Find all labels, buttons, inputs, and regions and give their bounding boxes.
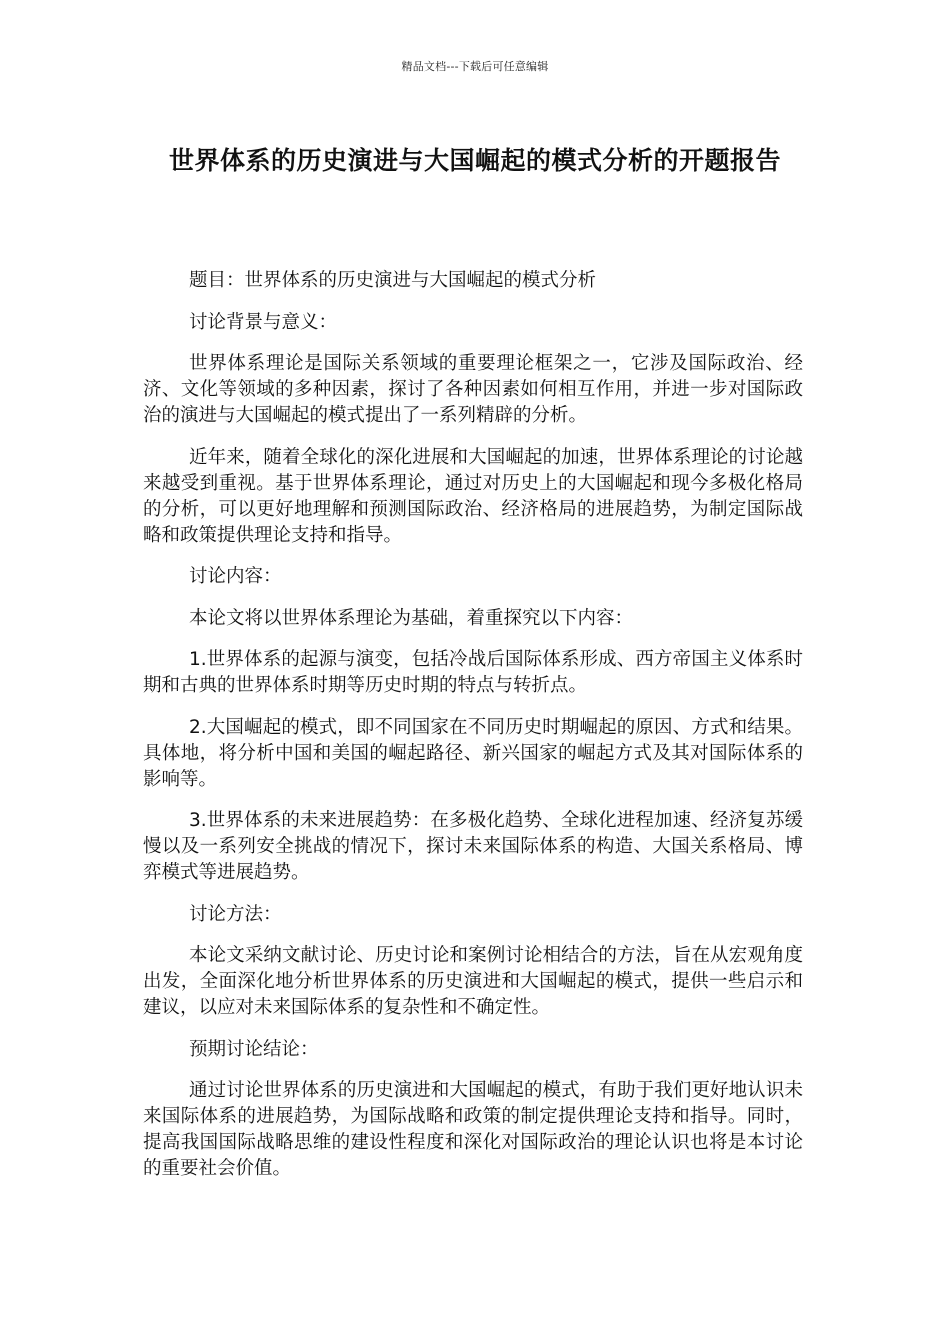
paragraph: 本论文采纳文献讨论、历史讨论和案例讨论相结合的方法，旨在从宏观角度出发，全面深化地分析世界体系的历史演进和大国崛起的模式，提供一些启示和建议，以应对未来国际体系的复杂性和不确定性。 (143, 945, 803, 1018)
header-note: 精品文档---下载后可任意编辑 (401, 60, 549, 73)
topic-line: 题目：世界体系的历史演进与大国崛起的模式分析 (189, 270, 597, 291)
list-item: 1.世界体系的起源与演变，包括冷战后国际体系形成、西方帝国主义体系时期和古典的世界体系时期等历史时期的特点与转折点。 (143, 649, 803, 696)
paragraph: 通过讨论世界体系的历史演进和大国崛起的模式，有助于我们更好地认识未来国际体系的进展趋势，为国际战略和政策的制定提供理论支持和指导。同时，提高我国国际战略思维的建设性程度和深化对国际政治的理论认识也将是本讨论的重要社会价值。 (143, 1080, 803, 1179)
section-heading-background: 讨论背景与意义： (189, 311, 338, 333)
paragraph: 世界体系理论是国际关系领域的重要理论框架之一，它涉及国际政治、经济、文化等领域的多种因素，探讨了各种因素如何相互作用，并进一步对国际政治的演进与大国崛起的模式提出了一系列精辟的分析。 (143, 353, 803, 426)
document-title: 世界体系的历史演进与大国崛起的模式分析的开题报告 (168, 146, 781, 175)
section-heading-method: 讨论方法： (189, 903, 282, 925)
document-body (143, 268, 803, 1198)
list-item: 3.世界体系的未来进展趋势：在多极化趋势、全球化进程加速、经济复苏缓慢以及一系列安全挑战的情况下，探讨未来国际体系的构造、大国关系格局、博弈模式等进展趋势。 (143, 810, 803, 883)
paragraph: 本论文将以世界体系理论为基础，着重探究以下内容： (189, 607, 634, 629)
section-heading-content: 讨论内容： (189, 566, 282, 587)
paragraph: 近年来，随着全球化的深化进展和大国崛起的加速，世界体系理论的讨论越来越受到重视。基于世界体系理论，通过对历史上的大国崛起和现今多极化格局的分析，可以更好地理解和预测国际政治、经济格局的进展趋势，为制定国际战略和政策提供理论支持和指导。 (143, 446, 803, 546)
section-heading-conclusion: 预期讨论结论： (189, 1038, 319, 1060)
list-item: 2.大国崛起的模式，即不同国家在不同历史时期崛起的原因、方式和结果。具体地，将分析中国和美国的崛起路径、新兴国家的崛起方式及其对国际体系的影响等。 (143, 716, 803, 790)
